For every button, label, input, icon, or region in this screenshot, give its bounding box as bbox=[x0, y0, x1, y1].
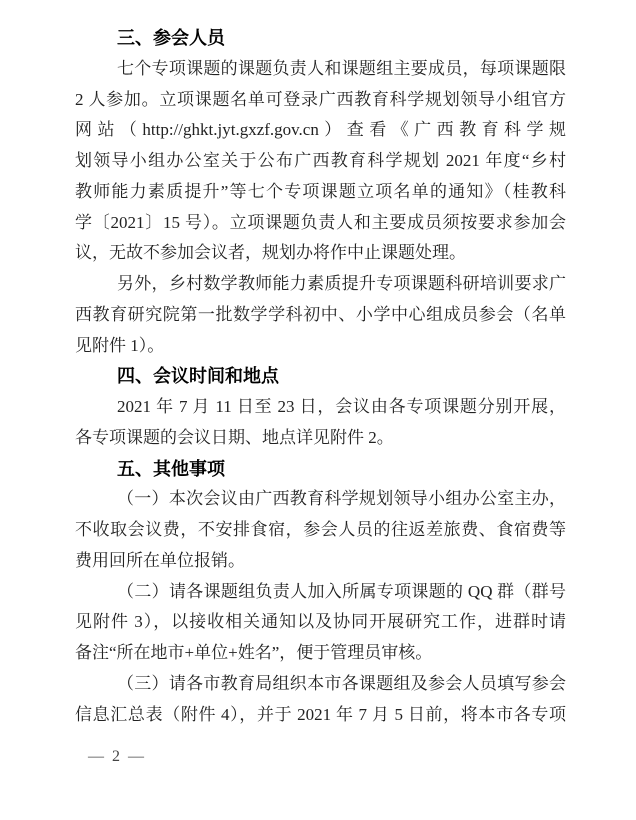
section-heading bbox=[75, 454, 566, 485]
text-line: 备注“所在地市+单位+姓名”，便于管理员审核。 bbox=[75, 643, 433, 662]
paragraph bbox=[75, 669, 566, 731]
text-line: 各专项课题的会议日期、地点详见附件 2。 bbox=[75, 427, 394, 447]
text-line: 议，无故不参加会议者，规划办将作中止课题处理。 bbox=[75, 243, 466, 263]
heading-text: 四、会议时间和地点 bbox=[117, 366, 279, 387]
text-line: 费用回所在单位报销。 bbox=[75, 550, 245, 570]
text-line: 2 人参加。立项课题名单可登录广西教育科学规划领导小组官方 bbox=[75, 89, 566, 109]
paragraph bbox=[75, 392, 566, 454]
heading-text: 五、其他事项 bbox=[117, 458, 225, 479]
text-line: （一）本次会议由广西教育科学规划领导小组办公室主办， bbox=[117, 489, 566, 509]
text-line: 2021 年 7 月 11 日至 23 日，会议由各专项课题分别开展， bbox=[117, 397, 566, 416]
paragraph bbox=[75, 269, 566, 361]
text-line: 教师能力素质提升”等七个专项课题立项名单的通知》（桂教科 bbox=[75, 181, 566, 201]
heading-text: 三、参会人员 bbox=[117, 28, 225, 48]
text-line: 见附件 1）。 bbox=[75, 335, 165, 355]
section-heading bbox=[75, 361, 566, 392]
text-line: 学〔2021〕15 号）。立项课题负责人和主要成员须按要求参加会 bbox=[75, 212, 566, 232]
text-line: 不收取会议费，不安排食宿，参会人员的往返差旅费、食宿费等 bbox=[75, 520, 566, 539]
text-line: 信息汇总表（附件 4），并于 2021 年 7 月 5 日前，将本市各专项 bbox=[75, 704, 566, 724]
text-line: 划领导小组办公室关于公布广西教育科学规划 2021 年度“乡村 bbox=[75, 151, 566, 170]
page-number: — 2 — bbox=[88, 748, 146, 765]
paragraph bbox=[75, 577, 566, 669]
text-line: 另外，乡村数学教师能力素质提升专项课题科研培训要求广 bbox=[117, 274, 566, 293]
section-heading bbox=[75, 23, 566, 54]
paragraph bbox=[75, 484, 566, 576]
paragraph bbox=[75, 54, 566, 269]
text-line: 见附件 3），以接收相关通知以及协同开展研究工作，进群时请 bbox=[75, 612, 566, 632]
document-body bbox=[75, 23, 566, 730]
text-line: （三）请各市教育局组织本市各课题组及参会人员填写参会 bbox=[117, 673, 566, 693]
text-line: （二）请各课题组负责人加入所属专项课题的 QQ 群（群号 bbox=[117, 581, 566, 601]
text-line: 七个专项课题的课题负责人和课题组主要成员，每项课题限 bbox=[117, 58, 566, 78]
text-line: 西教育研究院第一批数学学科初中、小学中心组成员参会（名单 bbox=[75, 304, 566, 324]
text-line: 网站（http://ghkt.jyt.gxzf.gov.cn）查看《广西教育科学规 bbox=[75, 120, 566, 140]
